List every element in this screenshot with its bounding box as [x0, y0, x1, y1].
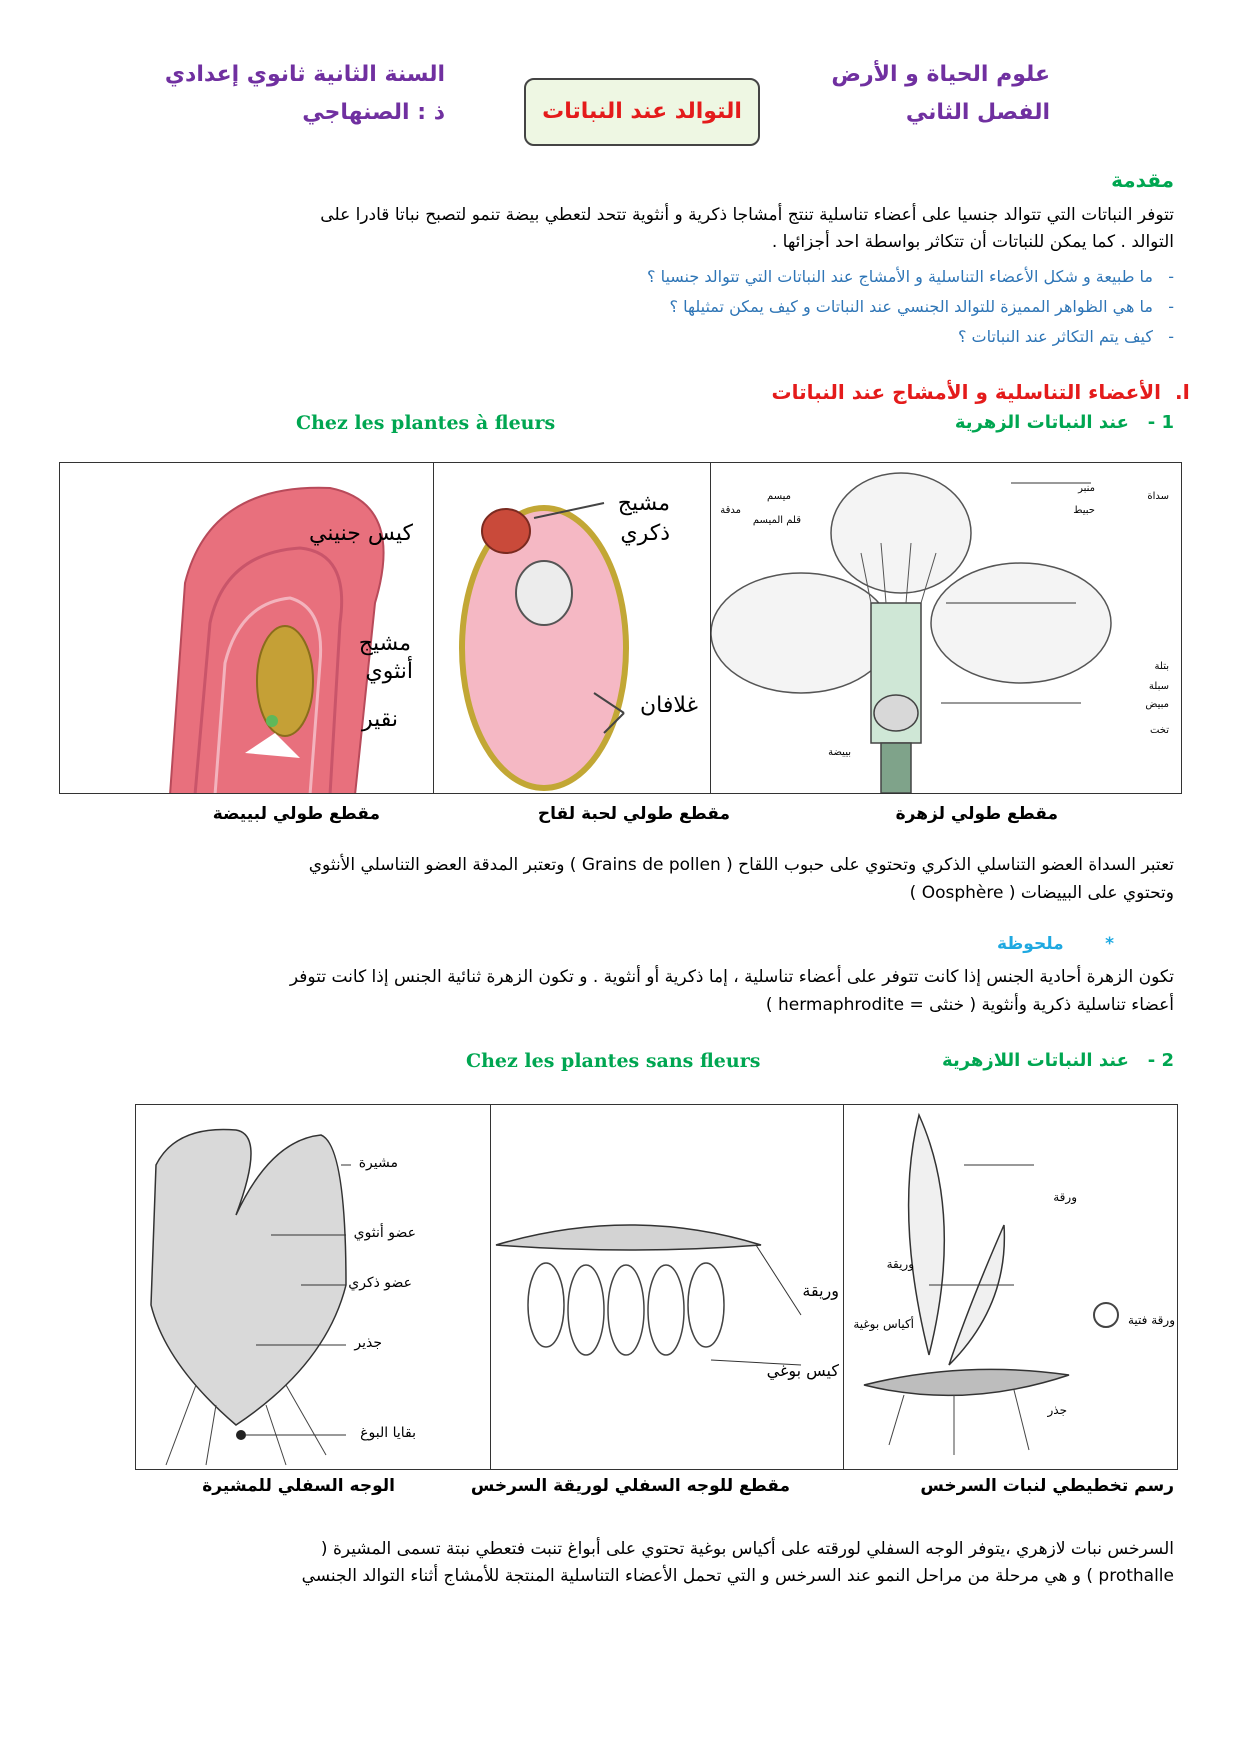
caption-flower: مقطع طولي لزهرة	[895, 804, 1058, 824]
ovule-label-micropyle: نقير	[361, 707, 398, 732]
pollen-label-gamete-1: مشيج	[617, 491, 670, 516]
prothallus-label-female-organ: عضو أنثوي	[353, 1225, 416, 1241]
figure-flower	[710, 462, 1182, 794]
prothallus-label-prothallus: مشيرة	[358, 1155, 398, 1171]
figure-ovule	[59, 462, 434, 794]
paragraph-organs-line-1: تعتبر السداة العضو التناسلي الذكري وتحتوي على حبوب اللقاح ( Grains de pollen ) وتعتبر المدقة العضو التناسلي الأنثوي	[308, 855, 1174, 875]
section1-heading: I. الأعضاء التناسلية و الأمشاج عند النباتات	[771, 380, 1190, 404]
fern-label-leaf: ورقة	[1053, 1190, 1077, 1204]
figure-prothallus	[135, 1104, 491, 1470]
intro-questions	[144, 262, 1174, 352]
flower-label-anther: منبر	[1078, 483, 1095, 494]
pollen-label-gamete-2: ذكري	[620, 521, 670, 546]
paragraph-fern-line-1: السرخس نبات لازهري ،يتوفر الوجه السفلي لورقته على أكياس بوغية تحتوي على أبواغ تنبت فتعطي نبتة تسمى المشيرة (	[320, 1539, 1174, 1559]
subsection2-heading: 2 - عند النباتات اللازهرية	[942, 1050, 1174, 1071]
ovule-label-embryo-sac: كيس جنيني	[308, 521, 413, 546]
subsection2-fr: Chez les plantes sans fleurs	[466, 1050, 761, 1072]
caption-pollen: مقطع طولي لحبة لقاح	[537, 804, 730, 824]
figure-pollen	[433, 462, 711, 794]
prothallus-drawing	[136, 1105, 491, 1470]
question-item: - ما طبيعة و شكل الأعضاء التناسلية و الأمشاج عند النباتات التي تتوالد جنسيا ؟	[646, 267, 1174, 286]
flower-label-stamen: سداة	[1147, 491, 1169, 502]
caption-prothallus: الوجه السفلي للمشيرة	[202, 1476, 395, 1496]
fern-label-leaflet: وريقة	[886, 1257, 914, 1271]
prothallus-label-male-organ: عضو ذكري	[348, 1275, 412, 1291]
ovule-label-gamete-2: أنثوي	[365, 659, 413, 684]
caption-ovule: مقطع طولي لبييضة	[212, 804, 380, 824]
intro-line-1: تتوفر النباتات التي تتوالد جنسيا على أعضاء تناسلية تنتج أمشاجا ذكرية و أنثوية تتحد لتعطي بيضة تنمو لتصبح نباتا قادرا على	[320, 205, 1174, 225]
pollen-label-walls: غلافان	[639, 693, 698, 718]
flower-label-ovary: مبيض	[1145, 699, 1169, 710]
caption-leaflet: مقطع للوجه السفلي لوريقة السرخس	[470, 1476, 790, 1496]
fern-drawing	[844, 1105, 1178, 1470]
caption-fern: رسم تخطيطي لنبات السرخس	[920, 1476, 1174, 1496]
paragraph-fern-line-2: prothalle ) و هي مرحلة من مراحل النمو عند السرخس و التي تحمل الأعضاء التناسلية المنتجة للأمشاج أثناء التوالد الجنسي	[301, 1566, 1174, 1586]
question-item: - ما هي الظواهر المميزة للتوالد الجنسي عند النباتات و كيف يمكن تمثيلها ؟	[669, 297, 1174, 316]
fern-label-root: جذر	[1047, 1403, 1067, 1417]
fern-label-sporangia: أكياس بوغية	[853, 1317, 914, 1331]
ovule-label-gamete-1: مشيج	[358, 631, 411, 656]
figure-leaflet	[490, 1104, 844, 1470]
paragraph-organs-line-2: وتحتوي على البييضات ( Oosphère )	[909, 883, 1174, 903]
flower-label-receptacle: تخت	[1149, 725, 1169, 736]
flower-label-ovule: بييضة	[828, 747, 851, 758]
flower-drawing	[711, 463, 1182, 794]
flower-label-style: قلم الميسم	[752, 515, 801, 526]
prothallus-label-spore: بقايا البوغ	[360, 1425, 416, 1441]
question-item: - كيف يتم التكاثر عند النباتات ؟	[957, 327, 1174, 346]
note-heading: * ملحوظة	[996, 934, 1114, 954]
prothallus-label-rhizoid: جذير	[354, 1335, 382, 1351]
leaflet-label-leaflet: وريقة	[802, 1281, 839, 1300]
level-label: السنة الثانية ثانوي إعدادي	[164, 62, 445, 87]
teacher-label: ذ : الصنهاجي	[302, 100, 445, 125]
intro-heading: مقدمة	[1111, 168, 1174, 192]
semester-label: الفصل الثاني	[905, 100, 1050, 125]
leaflet-drawing	[491, 1105, 844, 1470]
flower-label-petal: بتلة	[1154, 661, 1169, 672]
leaflet-label-sporangium: كيس بوغي	[766, 1361, 839, 1380]
note-line-2: أعضاء تناسلية ذكرية وأنثوية ( خنثى = hermaphrodite )	[765, 995, 1174, 1015]
note-line-1: تكون الزهرة أحادية الجنس إذا كانت تتوفر على أعضاء تناسلية ، إما ذكرية أو أنثوية . و تكون الزهرة ثنائية الجنس إذا كانت تتوفر	[289, 967, 1174, 987]
flower-label-sepal: سبلة	[1148, 681, 1169, 692]
flower-label-filament: حبيط	[1073, 505, 1095, 516]
flower-label-stigma: ميسم	[767, 491, 791, 502]
subject-label: علوم الحياة و الأرض	[831, 62, 1050, 87]
fern-label-young-leaf: ورقة فتية	[1128, 1313, 1175, 1327]
subsection1-fr: Chez les plantes à fleurs	[296, 412, 556, 434]
page-title: التوالد عند النباتات	[524, 78, 760, 146]
ovule-drawing	[60, 463, 434, 794]
flower-label-pistil: مدقة	[720, 505, 741, 516]
figure-fern	[843, 1104, 1178, 1470]
intro-line-2: التوالد . كما يمكن للنباتات أن تتكاثر بواسطة احد أجزائها .	[771, 232, 1174, 252]
subsection1-heading: 1 - عند النباتات الزهرية	[954, 412, 1174, 433]
